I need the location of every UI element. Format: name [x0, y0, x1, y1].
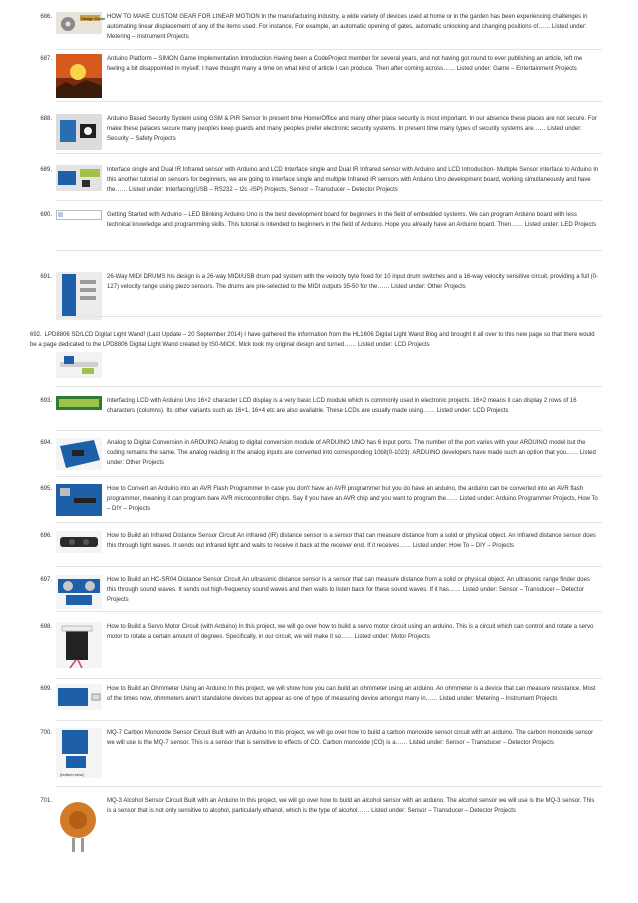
thumbnail-gear-image[interactable] — [56, 12, 106, 34]
thumbnail-mq7-sensor[interactable] — [56, 728, 102, 778]
entry-text[interactable]: HOW TO MAKE CUSTOM GEAR FOR LINEAR MOTION In the manufacturing industry, a wide variety of devices used at home or in the garden has been experiencing challenges in automating linear displacement of any of the items used. For instance, For example, an automatic opening of gates, automatic unlocking and changing positions of…… Listed under: Metering – Instrument Projects — [107, 14, 588, 40]
entry-text[interactable]: Getting Started with Arduino – LED Blinking Arduino Uno is the best development board for beginners in the field of embedded systems. We can program Arduino board with less technical knowledge and programming skills. This tutorial is intended to beginners in the field of Arduino. Hope you already have an Arduino board. Then…… Listed under: LED Projects — [107, 212, 597, 228]
entry-text[interactable]: 26-Way MIDI DRUMS his design is a 26-way MIDI/USB drum pad system with the velocity byte fixed for 10 input drum switches and a 16-way velocity sensitive circuit, providing a full (0-127) velocity range using piezo sensors. The drums are pre-selected to the MIDI outputs 35-50 for the…… Listed under: Other Projects — [107, 274, 598, 290]
entry-number: 693. — [40, 398, 52, 404]
light-wand-icon — [56, 352, 102, 378]
entry-number: 694. — [40, 440, 52, 446]
divider — [56, 316, 602, 317]
thumbnail-ir-sensor[interactable] — [56, 165, 102, 191]
entry-text[interactable]: Interfacing LCD with Arduino Uno 16×2 character LCD display is a very basic LCD module which is commonly used in electronic projects. 16×2 means it can display 2 rows of 16 characters (columns). Its other variants such as 16×1, 16×4 etc are also available. These LCDs are usually made using…… Listed under: LCD Projects — [107, 398, 577, 414]
thumbnail-midi-board[interactable] — [56, 272, 102, 320]
arduino-board-icon — [56, 438, 102, 470]
divider — [56, 200, 602, 201]
divider — [56, 153, 602, 154]
entry-text[interactable]: How to Build a Servo Motor Circuit (with Arduino) In this project, we will go over how to build a servo motor circuit using an arduino. This is a circuit which can control and rotate a servo motor to rotate a certain amount of degrees. Specifically, in our circuit, we will make it so…… Listed under: Motor Projects — [107, 624, 594, 640]
thumbnail-light-wand[interactable] — [56, 352, 102, 378]
entry-text[interactable]: Arduino Based Security System using GSM & PIR Sensor In present time Home/Office and many other place security is most important. In our absence these places are not secure. For make these palaces secure many peoples keep guards and many peoples prefer electronic security systems. In present time many types of security systems are…… Listed under: Security – Safety Projects — [107, 116, 597, 142]
divider — [56, 522, 602, 523]
divider — [56, 786, 602, 787]
thumbnail-ohmmeter[interactable] — [56, 684, 102, 710]
circuit-board-icon — [56, 114, 102, 150]
thumbnail-servo-motor[interactable] — [56, 622, 102, 668]
thumbnail-arduino-board[interactable] — [56, 438, 102, 470]
gas-sensor-icon — [56, 728, 102, 778]
divider — [56, 678, 602, 679]
lcd-display-icon — [56, 396, 102, 410]
entry-text[interactable]: How to Convert an Arduino into an AVR Flash Programmer In case you don't have an AVR programmer but you do have an arduino, the arduino can be converted into an AVR flash programmer, meaning it can program bare AVR microcontroller chips. Say if you have an AVR chip and you want to program the…… Listed under: Arduino Programmer Projects, How To – DIY – Projects — [107, 486, 598, 512]
divider — [56, 566, 602, 567]
entry-text[interactable]: MQ-3 Alcohol Sensor Circuit Built with an Arduino In this project, we will go over how to build an alcohol sensor with an arduino. The alcohol sensor we will use is the MQ-3 sensor. This is a sensor that is not only sensitive to alcohol, particularly ethanol, which is the type of alcohol…… Listed under: Sensor – Transducer – Detector Projects — [107, 798, 595, 814]
entry-number: 687. — [40, 56, 52, 62]
entry-text[interactable] — [30, 330, 600, 350]
entry-number: 691. — [40, 274, 52, 280]
divider — [56, 49, 602, 50]
entry-text[interactable]: How to Build an Ohmmeter Using an Arduino In this project, we will show how you can build an ohmmeter using an arduino. An ohmmeter is a device that can measure resistance. Most of the times now, ohmmeters aren't standalone devices but appear as one of type of measuring device amongst many in…… Listed under: Metering – Instrument Projects — [107, 686, 596, 702]
entry-text[interactable]: How to Build an Infrared Distance Sensor Circuit An infrared (IR) distance sensor is a sensor that can measure distance from a solid or physical object. An infrared distance sensor does this through light waves. It sends out infrared light and waits to receive it back at the receiver end. If it receives…… Listed under: How To – DIY – Projects — [107, 533, 596, 549]
entry-text[interactable]: Arduino Platform – SIMON Game Implementation Introduction Having been a CodeProject member for several years, and not having got round to ever publishing an article, left me feeling a bit disappointed in myself. I have thought many a time on what kind of article I can produce. Then after coming across…… Listed under: Game – Entertainment Projects — [107, 56, 583, 72]
thumbnail-avr-programmer[interactable] — [56, 484, 102, 516]
thumbnail-mq3-sensor[interactable] — [56, 796, 102, 856]
alcohol-sensor-icon — [56, 796, 102, 856]
thumb-caption: (bottom view) — [60, 772, 85, 777]
entry-text[interactable]: Analog to Digital Conversion in ARDUINO Analog to digital conversion module of ARDUINO UNO has 6 input ports. The number of the port varies with your ARDUINO model but the coding remains the same. The analog reading in the analog inputs are converted into corresponding 10bit(0-1023). ARDUINO developers have made such an option that you…… Listed under: Other Projects — [107, 440, 596, 466]
entry-number: 690. — [40, 212, 52, 218]
thumbnail-ir-distance-sensor[interactable] — [56, 531, 102, 553]
sunset-icon — [56, 54, 102, 98]
divider — [56, 101, 602, 102]
thumb-caption: Design Guide — [81, 16, 106, 21]
entry-number: 689. — [40, 167, 52, 173]
entry-number: 695. — [40, 486, 52, 492]
ir-sensor-icon — [56, 165, 102, 191]
entry-number: 700. — [40, 730, 52, 736]
divider — [56, 386, 602, 387]
distance-sensor-icon — [56, 531, 102, 553]
divider — [56, 611, 602, 612]
thumbnail-security-board[interactable] — [56, 114, 102, 150]
entry-number: 696. — [40, 533, 52, 539]
divider — [56, 476, 602, 477]
entry-body[interactable]: LPD8806 SD/LCD Digital Light Wand! (Last Update – 20 September 2014) I have gathered the information from the HL1606 Digital Light Wand Blog and brought it all over to this new page so that there would be a page dedicated to the LPD8806 Digital Light Wand created by IS0-MICK. Mick took my original design and turned…… Listed under: LCD Projects — [30, 332, 595, 348]
entry-number: 698. — [40, 624, 52, 630]
thumbnail-sunset-image[interactable] — [56, 54, 102, 98]
entry-number: 692. — [30, 332, 42, 338]
midi-board-icon — [56, 272, 102, 320]
entry-number: 697. — [40, 577, 52, 583]
divider — [56, 430, 602, 431]
servo-motor-icon — [56, 622, 102, 668]
entry-number: 699. — [40, 686, 52, 692]
entry-text[interactable]: Interface single and Dual IR Infrared sensor with Arduino and LCD Interface single and Dual IR Infrared sensor with Arduino and LCD Introduction- Multiple Sensor interface to Arduino In this another tutorial on sensors for beginners, we are going to interface single and multiple Infrared IR sensors with Arduino Uno development board, working simultaneously and have the…… Listed under: Interfacing(USB – RS232 – I2c -ISP) Projects, Sensor – Transducer – Detector Projects — [107, 167, 599, 193]
divider — [56, 250, 602, 251]
entry-number: 688. — [40, 116, 52, 122]
entry-number: 701. — [40, 798, 52, 804]
arduino-board-icon — [56, 684, 102, 710]
thumbnail-lcd-display[interactable] — [56, 396, 102, 410]
broken-image-icon — [56, 210, 102, 220]
entry-number: 686. — [40, 14, 52, 20]
entry-text[interactable]: How to Build an HC-SR04 Distance Sensor Circuit An ultrasonic distance sensor is a sensor that can measure distance from a solid or physical object. An ultrasonic range finder does this through sound waves. It sends out high-frequency sound waves and then waits to listen back for these sound waves. If it has…… Listed under: Sensor – Transducer – Detector Projects — [107, 577, 590, 603]
thumbnail-ultrasonic-sensor[interactable] — [56, 575, 102, 609]
entry-text[interactable]: MQ-7 Carbon Monoxide Sensor Circuit Built with an Arduino In this project, we will go over how to build a carbon monoxide sensor circuit with an arduino. The carbon monoxide sensor we will use is the MQ-7 sensor. This is a sensor that is sensitive to effects of CO. Carbon monoxide (CO) is a…… Listed under: Sensor – Transducer – Detector Projects — [107, 730, 594, 746]
thumbnail-broken-image[interactable] — [56, 210, 102, 220]
ultrasonic-sensor-icon — [56, 575, 102, 609]
divider — [56, 720, 602, 721]
arduino-board-icon — [56, 484, 102, 516]
gear-icon — [56, 12, 106, 34]
